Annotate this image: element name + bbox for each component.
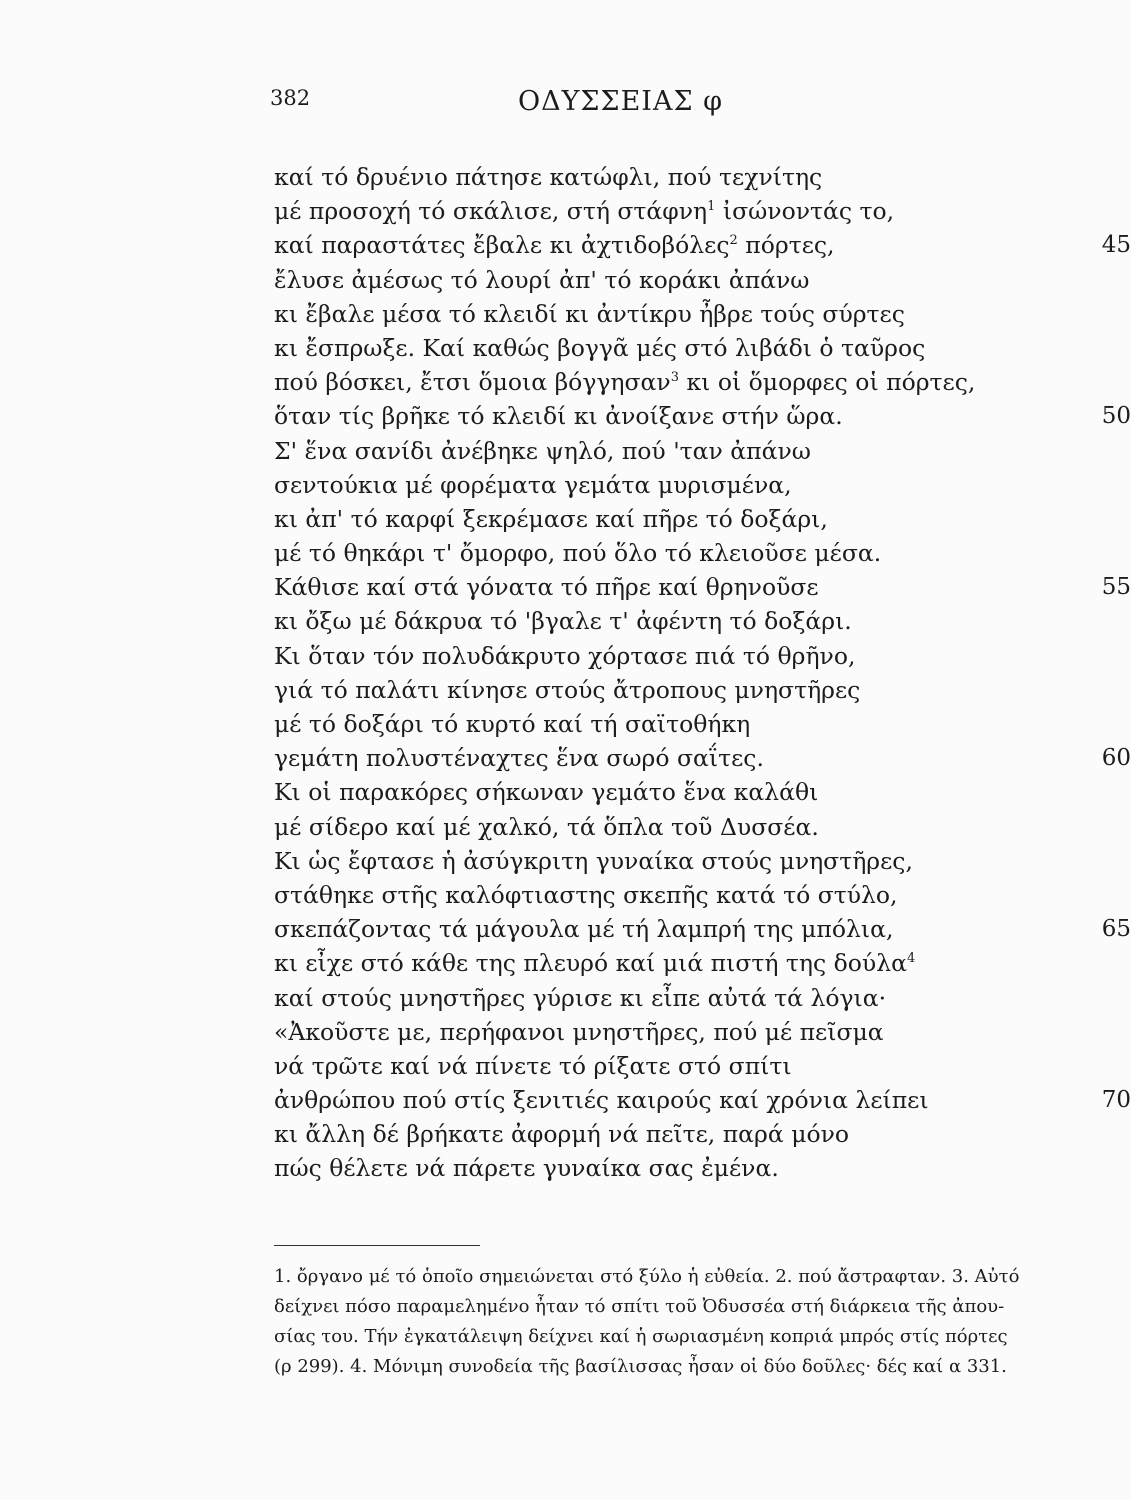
- verse-text-continued: πόρτες,: [737, 231, 835, 260]
- verse-line: [274, 1049, 1131, 1083]
- footnote-divider: [274, 1245, 480, 1246]
- line-number: 65: [1101, 916, 1131, 943]
- verse-text: κι ἔβαλε μέσα τό κλειδί κι ἀντίκρυ ἦβρε τούς σύρτες: [274, 299, 905, 328]
- verse-text-continued: κι οἱ ὅμορφες οἱ πόρτες,: [678, 368, 976, 397]
- verse-text: νά τρῶτε καί νά πίνετε τό ρίξατε στό σπίτι: [274, 1051, 792, 1080]
- verse-line: [274, 673, 1131, 707]
- verse-text: μέ σίδερο καί μέ χαλκό, τά ὅπλα τοῦ Δυσσέα.: [274, 812, 819, 841]
- verse-text: καί στούς μνηστῆρες γύρισε κι εἶπε αὐτά τά λόγια·: [274, 983, 887, 1012]
- line-number: 50: [1101, 403, 1131, 430]
- verse-text: σκεπάζοντας τά μάγουλα μέ τή λαμπρή της μπόλια,: [274, 915, 894, 944]
- verse-text: πώς θέλετε νά πάρετε γυναίκα σας ἐμένα.: [274, 1154, 779, 1183]
- verse-line: [274, 1151, 1131, 1185]
- verse-line: [274, 228, 1131, 262]
- verse-line: [274, 878, 1131, 912]
- line-number: 55: [1101, 574, 1131, 601]
- verse-line: [274, 536, 1131, 570]
- verse-line: [274, 741, 1131, 775]
- verse-text: Κι οἱ παρακόρες σήκωναν γεμάτο ἕνα καλάθι: [274, 778, 819, 807]
- footnote-marker: 3: [670, 370, 679, 386]
- verse-text: μέ τό δοξάρι τό κυρτό καί τή σαϊτοθήκη: [274, 710, 751, 738]
- verse-text: Σ' ἕνα σανίδι ἀνέβηκε ψηλό, πού 'ταν ἀπάνω: [274, 436, 811, 465]
- footnotes: [274, 1262, 1131, 1382]
- verse-text-continued: ἰσώνοντάς το,: [715, 197, 895, 226]
- footnote-marker: 2: [729, 233, 738, 249]
- verse-line: [274, 502, 1131, 536]
- verse-line: [274, 331, 1131, 365]
- verse-text: κι ἄλλη δέ βρήκατε ἀφορμή νά πεῖτε, παρά μόνο: [274, 1120, 850, 1149]
- verse-text: Κι ὅταν τόν πολυδάκρυτο χόρτασε πιά τό θρῆνο,: [274, 641, 856, 670]
- footnote-line: σίας του. Τήν ἐγκατάλειψη δείχνει καί ἡ σωριασμένη κοπριά μπρός στίς πόρτες: [274, 1326, 1008, 1347]
- verse-line: [274, 468, 1131, 502]
- verse-text: σεντούκια μέ φορέματα γεμάτα μυρισμένα,: [274, 470, 792, 499]
- verse-text: καί τό δρυένιο πάτησε κατώφλι, πού τεχνίτης: [274, 163, 823, 191]
- verse-line: [274, 160, 1131, 194]
- verse-line: [274, 194, 1131, 228]
- verse-line: [274, 1015, 1131, 1049]
- line-number: 60: [1101, 745, 1131, 772]
- footnote-line: δείχνει πόσο παραμελημένο ἦταν τό σπίτι τοῦ Ὀδυσσέα στή διάρκεια τῆς ἀπου-: [274, 1296, 1005, 1317]
- line-number: 70: [1101, 1087, 1131, 1114]
- verse-line: [274, 981, 1131, 1015]
- verse-text: μέ προσοχή τό σκάλισε, στή στάφνη: [274, 197, 708, 226]
- verse-text: καί παραστάτες ἔβαλε κι ἀχτιδοβόλες: [274, 231, 730, 260]
- verse-line: [274, 946, 1131, 980]
- verse-line: [274, 844, 1131, 878]
- verse-line: [274, 639, 1131, 673]
- verse-line: [274, 810, 1131, 844]
- line-number: 45: [1101, 232, 1131, 259]
- verse-line: [274, 263, 1131, 297]
- page-number: 382: [270, 86, 311, 110]
- verse-text: ὅταν τίς βρῆκε τό κλειδί κι ἀνοίξανε στήν ὥρα.: [274, 402, 843, 431]
- verse-line: [274, 570, 1131, 604]
- verse-text: μέ τό θηκάρι τ' ὄμορφο, πού ὅλο τό κλειοῦσε μέσα.: [274, 539, 882, 568]
- verse-text: ἀνθρώπου πού στίς ξενιτιές καιρούς καί χρόνια λείπει: [274, 1086, 929, 1115]
- verse-text: Κι ὡς ἔφτασε ἡ ἀσύγκριτη γυναίκα στούς μνηστῆρες,: [274, 846, 913, 875]
- verse-text: «Ἀκοῦστε με, περήφανοι μνηστῆρες, πού μέ πεῖσμα: [274, 1017, 884, 1046]
- verse-text: γιά τό παλάτι κίνησε στούς ἄτροπους μνηστῆρες: [274, 675, 861, 704]
- verse-text: κι ὄξω μέ δάκρυα τό 'βγαλε τ' ἀφέντη τό δοξάρι.: [274, 607, 852, 636]
- footnote-line: 1. ὄργανο μέ τό ὁποῖο σημειώνεται στό ξύλο ἡ εὐθεία. 2. πού ἄστραφταν. 3. Αὐτό: [274, 1266, 1020, 1287]
- verse-line: [274, 1117, 1131, 1151]
- verse-text: πού βόσκει, ἔτσι ὅμοια βόγγησαν: [274, 368, 671, 397]
- footnote-marker: 1: [707, 199, 716, 215]
- verse-line: [274, 604, 1131, 638]
- verse-text: κι ἀπ' τό καρφί ξεκρέμασε καί πῆρε τό δοξάρι,: [274, 504, 828, 533]
- verse-line: [274, 399, 1131, 433]
- verse-line: [274, 434, 1131, 468]
- verse-line: [274, 707, 1131, 741]
- verse-line: [274, 297, 1131, 331]
- footnote-marker: 4: [906, 951, 916, 967]
- running-head: ΟΔΥΣΣΕΙΑΣ φ: [517, 86, 724, 117]
- verse-line: [274, 775, 1131, 809]
- verse-line: [274, 912, 1131, 946]
- verse-text: κι ἔσπρωξε. Καί καθώς βογγᾶ μές στό λιβάδι ὁ ταῦρος: [274, 333, 926, 362]
- verse-text: ἔλυσε ἀμέσως τό λουρί ἀπ' τό κοράκι ἀπάνω: [274, 265, 810, 294]
- poem-text: [274, 160, 1131, 1186]
- verse-text: κι εἶχε στό κάθε της πλευρό καί μιά πιστή της δούλα: [274, 949, 907, 978]
- verse-line: [274, 1083, 1131, 1117]
- verse-line: [274, 365, 1131, 399]
- verse-text: Κάθισε καί στά γόνατα τό πῆρε καί θρηνοῦσε: [274, 573, 819, 602]
- verse-text: γεμάτη πολυστέναχτες ἕνα σωρό σαΐτες.: [274, 744, 764, 773]
- verse-text: στάθηκε στῆς καλόφτιαστης σκεπῆς κατά τό στύλο,: [274, 880, 898, 909]
- footnote-line: (ρ 299). 4. Μόνιμη συνοδεία τῆς βασίλισσας ἦσαν οἱ δύο δοῦλες· δές καί α 331.: [274, 1356, 1007, 1377]
